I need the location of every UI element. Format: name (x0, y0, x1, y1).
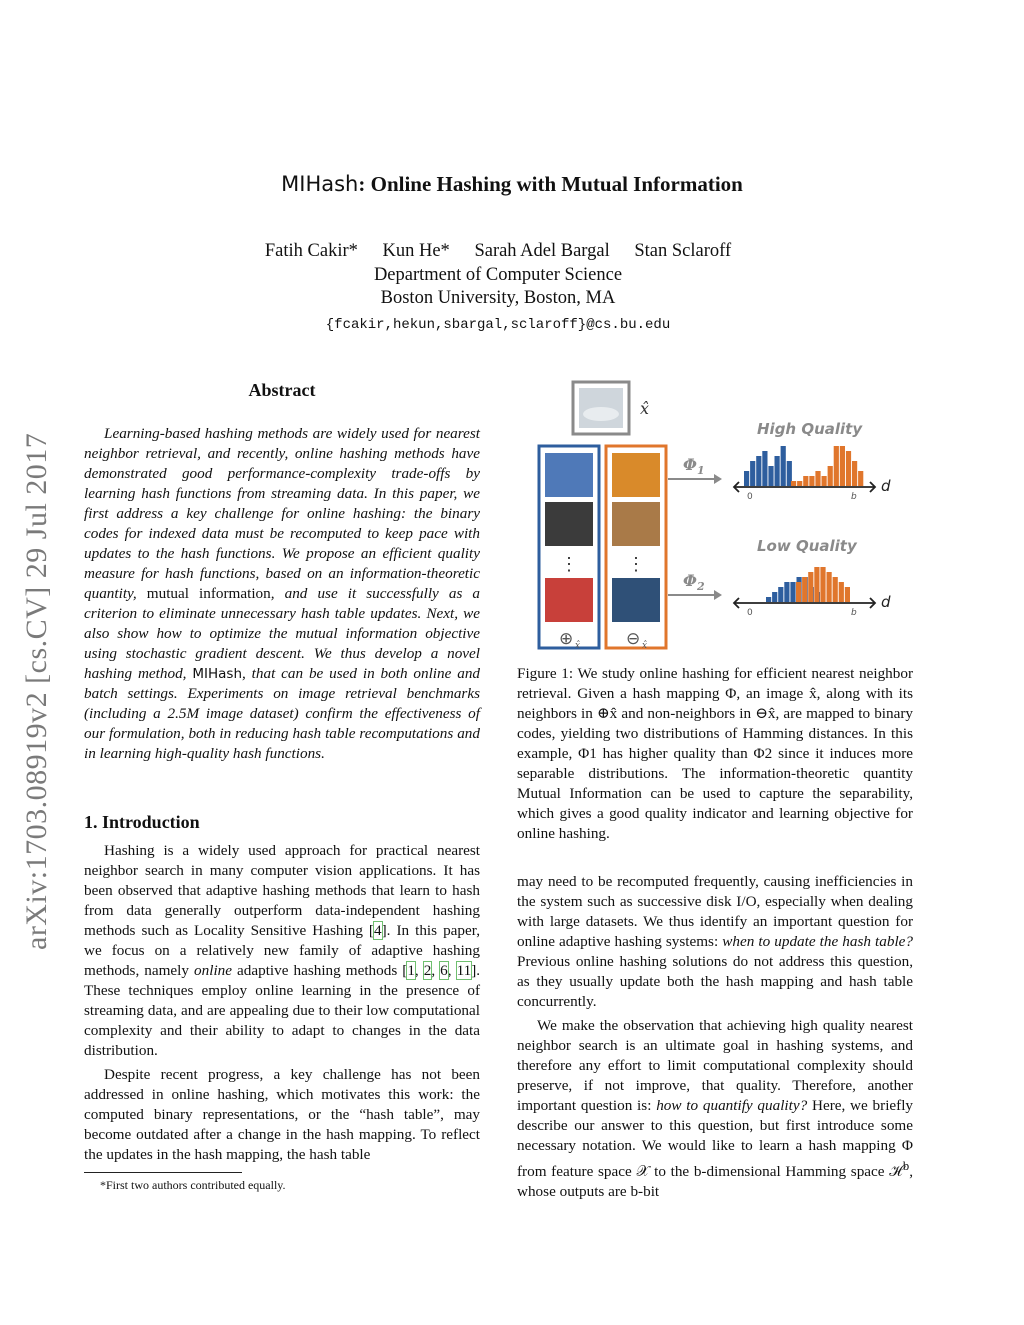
histogram-bar-non-neighbor (833, 577, 838, 602)
histogram-bar-non-neighbor (820, 567, 825, 602)
phi1-label: $\Phi_1$ (683, 455, 705, 477)
citation-link[interactable]: 4 (374, 922, 382, 939)
histogram-bar-non-neighbor (822, 476, 827, 486)
title-rest: : Online Hashing with Mutual Information (358, 172, 743, 196)
negative-set-label: ⊖ (626, 629, 641, 649)
histogram-bar-non-neighbor (803, 476, 808, 486)
histogram-bar-neighbor (744, 471, 749, 486)
histogram-bar-non-neighbor (802, 577, 807, 602)
author-name: Stan Sclaroff (634, 241, 732, 261)
query-image-car (583, 407, 619, 421)
author-name: Fatih Cakir* (264, 241, 358, 261)
citation-link[interactable]: 6 (440, 962, 448, 979)
histogram-bar-non-neighbor (827, 572, 832, 602)
positive-image (545, 578, 593, 622)
histogram-bar-non-neighbor (814, 567, 819, 602)
negative-set-subscript: x̂ (642, 641, 648, 651)
histogram-bar-non-neighbor (809, 476, 814, 486)
histogram-bar-neighbor (762, 451, 767, 486)
histogram-bar-non-neighbor (846, 451, 851, 486)
author-block (0, 240, 996, 337)
histogram-bar-neighbor (750, 461, 755, 486)
title-system-name: MIHash (281, 172, 359, 196)
citation-link[interactable]: 1 (407, 962, 415, 979)
right-column-text: may need to be recomputed frequently, causing inefficiencies in the system such as successive disk I/O, especially when dealing with large datasets. We thus identify an important question for online adaptive hashing systems: when to update the hash table? Previous online hashing solutions do not address this question, as they usually update both the hash mapping and hash table concurrently. We make the observation that achieving high quality nearest neighbor search is an ultimate goal in hashing systems, and therefore any effort to limit computational complexity should preserve, if not improve, that quality. Therefore, another important question is: how to quantify quality? Here, we briefly describe our answer to this question, but first introduce some necessary notation. We would like to learn a hash mapping Φ from feature space 𝒳 to the b-dimensional Hamming space ℋ$^b$, whose outputs are b-bit (517, 873, 914, 1201)
section-heading-introduction: 1. Introduction (84, 812, 200, 832)
histogram-bar-neighbor (781, 446, 786, 486)
histogram-bar-non-neighbor (815, 471, 820, 486)
histogram-bar-non-neighbor (852, 461, 857, 486)
histogram-bar-neighbor (778, 587, 783, 602)
histogram-bar-non-neighbor (808, 572, 813, 602)
histogram-bar-non-neighbor (858, 471, 863, 486)
histogram-bar-neighbor (790, 582, 795, 602)
author-university: Boston University, Boston, MA (380, 288, 616, 308)
citation-link[interactable]: 11 (456, 962, 472, 979)
figure-caption: Figure 1: We study online hashing for efficient nearest neighbor retrieval. Given a hash mapping Φ, an image x̂, along with its neighbors in ⊕x̂ and non-neighbors in ⊖x̂, are mapped to binary codes, yielding two distributions of Hamming distances. In this example, Φ1 has higher quality than Φ2 since it induces more separable distributions. The information-theoretic quantity Mutual Information can be used to capture the separability, which gives a good quality indicator and learning objective for online hashing. (517, 665, 913, 842)
abstract-heading: Abstract (248, 380, 316, 400)
histogram-bar-neighbor (772, 592, 777, 602)
footnote-rule (84, 1172, 242, 1173)
histogram-bar-neighbor (784, 582, 789, 602)
author-email: {fcakir,hekun,sbargal,sclaroff}@cs.bu.edu (325, 316, 671, 333)
low-quality-histogram (766, 567, 850, 602)
paper-title (0, 172, 1024, 197)
axis-zero-label: 0 (747, 608, 753, 618)
histogram-bar-neighbor (766, 597, 771, 602)
negative-image (612, 578, 660, 622)
high-quality-histogram (744, 446, 863, 486)
axis-b-label: b (851, 608, 857, 618)
histogram-bar-neighbor (768, 466, 773, 486)
phi1-arrowhead (714, 474, 722, 484)
arxiv-identifier: arXiv:1703.08919v2 [cs.CV] 29 Jul 2017 (20, 432, 53, 950)
positive-set-subscript: x̂ (575, 641, 581, 651)
histogram-bar-non-neighbor (834, 446, 839, 486)
histogram-bar-non-neighbor (797, 481, 802, 486)
phi2-arrowhead (714, 590, 722, 600)
high-quality-label: High Quality (757, 420, 863, 438)
histogram-bar-non-neighbor (845, 587, 850, 602)
histogram-bar-non-neighbor (796, 582, 801, 602)
axis-zero-label: 0 (747, 492, 753, 502)
histogram-bar-non-neighbor (840, 446, 845, 486)
figure-1 (530, 378, 910, 653)
footnote: *First two authors contributed equally. (100, 1178, 286, 1192)
histogram-bar-neighbor (756, 456, 761, 486)
ellipsis-icon: ⋮ (627, 554, 645, 574)
histogram-bar-neighbor (775, 456, 780, 486)
ellipsis-icon: ⋮ (560, 554, 578, 574)
introduction-text: Hashing is a widely used approach for practical nearest neighbor search in many computer vision applications. It has been observed that adaptive hashing methods that learn to hash from data generally outperform data-independent hashing methods such as Locality Sensitive Hashing [4]. In this paper, we focus on a relatively new family of adaptive hashing methods, namely online adaptive hashing methods [1, 2, 6, 11]. These techniques employ online learning in the presence of streaming data, and are appealing due to their low computational complexity and their ability to adapt to changes in the data distribution. Despite recent progress, a key challenge has not been addressed in online hashing, which motivates this work: the computed binary representations, or the “hash table”, may become outdated after a change in the hash mapping. To reflect the updates in the hash mapping, the hash table (84, 842, 481, 1163)
positive-image (545, 502, 593, 546)
low-quality-label: Low Quality (757, 537, 857, 555)
citation-link[interactable]: 2 (423, 962, 432, 979)
histogram-bar-non-neighbor (839, 582, 844, 602)
positive-set-label: ⊕ (559, 629, 574, 649)
author-name: Sarah Adel Bargal (474, 241, 610, 261)
positive-image (545, 453, 593, 497)
author-names (0, 240, 996, 264)
query-symbol: x̂ (640, 399, 650, 418)
abstract-text: Learning-based hashing methods are widely used for nearest neighbor retrieval, and recently, online hashing methods have demonstrated good performance-complexity trade-offs by learning hash functions from streaming data. In this paper, we first address a key challenge for online hashing: the binary codes for indexed data must be recomputed to keep pace with updates to the hash functions. We propose an efficient quality measure for hash functions, based on an information-theoretic quantity, mutual information, and use it successfully as a criterion to eliminate unnecessary hash table updates. Next, we also show how to optimize the mutual information objective using stochastic gradient descent. We thus develop a novel hashing method, MIHash, that can be used in both online and batch settings. Experiments on image retrieval benchmarks (including a 2.5M image dataset) confirm the effectiveness of our formulation, both in reducing hash table recomputations and in learning high-quality hash functions. (84, 425, 481, 762)
histogram-bar-non-neighbor (791, 481, 796, 486)
negative-image (612, 502, 660, 546)
axis-d-label: d (881, 593, 891, 611)
negative-image (612, 453, 660, 497)
axis-b-label: b (851, 492, 857, 502)
axis-d-label: d (881, 477, 891, 495)
author-department: Department of Computer Science (373, 264, 623, 285)
histogram-bar-non-neighbor (828, 466, 833, 486)
phi2-label: $\Phi_2$ (683, 571, 705, 593)
author-name: Kun He* (382, 241, 450, 261)
